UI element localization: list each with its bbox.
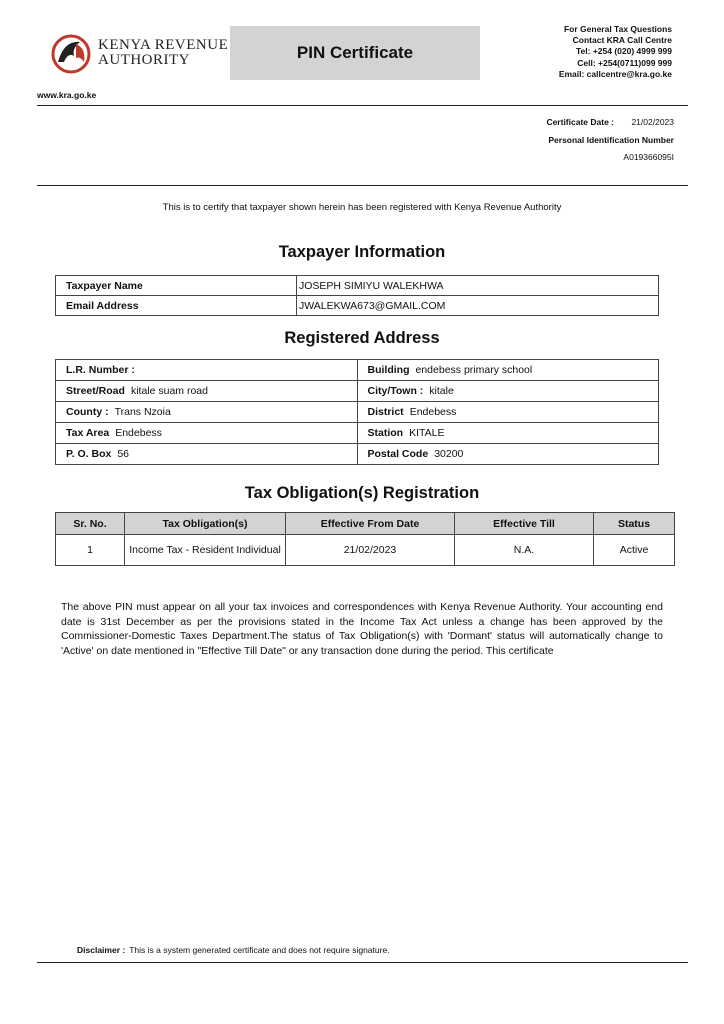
- street-road-value: kitale suam road: [130, 385, 208, 397]
- table-row: [56, 535, 675, 566]
- address-cell: [357, 360, 659, 381]
- certificate-date-label: Certificate Date :: [546, 117, 614, 127]
- address-cell: [357, 423, 659, 444]
- registered-address-table: [55, 359, 659, 465]
- contact-line: Tel: +254 (020) 4999 999: [575, 46, 672, 57]
- pin-value: A019366095I: [623, 152, 674, 162]
- email-address-label: Email Address: [56, 296, 297, 316]
- taxpayer-name-label: Taxpayer Name: [56, 276, 297, 296]
- certify-statement: This is to certify that taxpayer shown herein has been registered with Kenya Revenue Authority: [162, 202, 562, 213]
- building-label: Building: [367, 364, 410, 376]
- tax-obligations-table: [55, 512, 675, 566]
- tax-obligations-heading: Tax Obligation(s) Registration: [244, 484, 480, 502]
- taxpayer-name-value: JOSEPH SIMIYU WALEKHWA: [297, 276, 659, 296]
- tax-area-label: Tax Area: [66, 427, 110, 439]
- city-town-label: City/Town :: [367, 385, 424, 397]
- po-box-value: 56: [117, 448, 130, 460]
- postal-code-value: 30200: [434, 448, 464, 460]
- table-row: [56, 402, 659, 423]
- column-header: Status: [594, 513, 675, 535]
- contact-line: Email: callcentre@kra.go.ke: [558, 68, 672, 79]
- column-header: Sr. No.: [56, 513, 125, 535]
- table-row: [56, 296, 659, 316]
- table-cell: N.A.: [455, 535, 594, 566]
- address-cell: [56, 381, 358, 402]
- district-label: District: [367, 406, 404, 418]
- contact-block: [559, 24, 672, 80]
- address-cell: [56, 423, 358, 444]
- address-cell: [357, 402, 659, 423]
- logo-line-1: KENYA REVENUE: [98, 37, 229, 53]
- tax-area-value: Endebess: [115, 427, 162, 439]
- taxpayer-info-table: [55, 275, 659, 316]
- district-value: Endebess: [409, 406, 457, 418]
- table-row: [56, 360, 659, 381]
- table-cell: 21/02/2023: [286, 535, 455, 566]
- column-header: Tax Obligation(s): [125, 513, 286, 535]
- disclaimer-label: Disclaimer :: [77, 945, 126, 955]
- document-title: PIN Certificate: [230, 26, 480, 80]
- county-value: Trans Nzoia: [114, 406, 171, 418]
- table-row: [56, 444, 659, 465]
- station-value: KITALE: [409, 427, 445, 439]
- street-road-label: Street/Road: [66, 385, 125, 397]
- disclaimer: [77, 945, 390, 955]
- contact-line: Contact KRA Call Centre: [572, 35, 672, 46]
- column-header: Effective From Date: [286, 513, 455, 535]
- contact-line: For General Tax Questions: [563, 24, 672, 34]
- certificate-date-value: 21/02/2023: [631, 117, 674, 127]
- table-cell: 1: [56, 535, 125, 566]
- website-link[interactable]: www.kra.go.ke: [37, 90, 97, 100]
- logo-wordmark: [98, 38, 228, 68]
- address-cell: [56, 360, 358, 381]
- notice-paragraph: The above PIN must appear on all your tax invoices and correspondences with Kenya Revenue Authority. Your accounting end date is 31st December as per the provisions stated in the Income Tax Act unless a change has been approved by the Commissioner-Domestic Taxes Department.The status of Tax Obligation(s) with 'Dormant' status will automatically change to 'Active' on date mentioned in "Effective Till Date" or any transaction done during the period. This certificate: [61, 601, 663, 657]
- building-value: endebess primary school: [415, 364, 533, 376]
- table-row: [56, 381, 659, 402]
- taxpayer-info-heading: Taxpayer Information: [278, 243, 446, 261]
- address-cell: [56, 444, 358, 465]
- table-row: [56, 423, 659, 444]
- table-header-row: [56, 513, 675, 535]
- pin-label: Personal Identification Number: [548, 135, 674, 145]
- divider: [37, 185, 688, 186]
- column-header: Effective Till: [455, 513, 594, 535]
- kra-lion-emblem-icon: [50, 32, 92, 76]
- logo-line-2: AUTHORITY: [98, 52, 190, 68]
- contact-line: Cell: +254(0711)099 999: [577, 57, 672, 68]
- divider: [37, 105, 688, 106]
- disclaimer-text: This is a system generated certificate and does not require signature.: [129, 945, 390, 955]
- postal-code-label: Postal Code: [367, 448, 429, 460]
- table-cell: Active: [594, 535, 675, 566]
- divider: [37, 962, 688, 963]
- address-cell: [56, 402, 358, 423]
- address-cell: [357, 381, 659, 402]
- lr-number-label: L.R. Number :: [66, 364, 135, 376]
- city-town-value: kitale: [429, 385, 454, 397]
- station-label: Station: [367, 427, 404, 439]
- address-cell: [357, 444, 659, 465]
- table-row: [56, 276, 659, 296]
- table-cell: Income Tax - Resident Individual: [125, 535, 286, 566]
- county-label: County :: [66, 406, 109, 418]
- registered-address-heading: Registered Address: [284, 329, 440, 347]
- email-address-value: JWALEKWA673@GMAIL.COM: [297, 296, 659, 316]
- po-box-label: P. O. Box: [66, 448, 112, 460]
